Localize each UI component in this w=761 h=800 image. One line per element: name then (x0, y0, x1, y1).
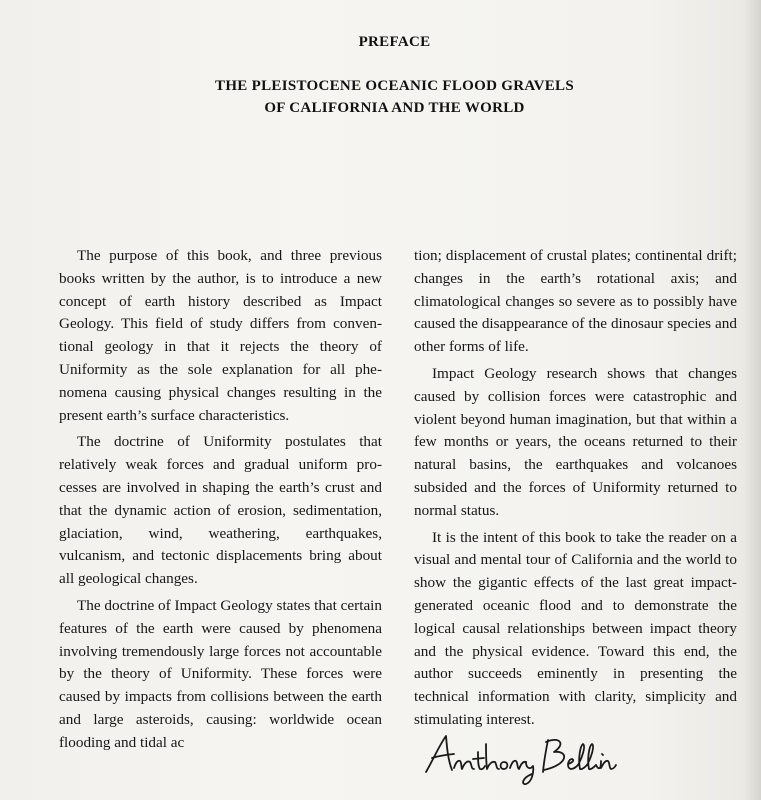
paragraph: The purpose of this book, and three previous books written by the author, is to introduce a new concept of earth history described as Impact Geology. This field of study differs from conventional geology in that it rejects the theory of Uniformity as the sole explanation for all phenomena causing physical changes resulting in the present earth’s surface characteristics. (59, 247, 382, 424)
paragraph: The doctrine of Impact Geology states that certain features of the earth were caused by phenomena involving tremendously large forces not accountable by the theory of Uniformity. These forces were caused by impacts from collisions between the earth and large asteroids, causing: worldwide ocean flooding and tidal ac (59, 596, 382, 751)
paragraph: The doctrine of Uniformity postulates that relatively weak forces and gradual uniform processes are involved in shaping the earth’s crust and that the dynamic action of erosion, sedimentation, glaciation, wind, weathering, earthquakes, vulcanism, and tectonic displacements bring about all geological changes. (59, 433, 382, 588)
page-edge-shadow (743, 0, 761, 800)
left-text-column (59, 245, 382, 755)
preface-heading: PREFACE (358, 34, 431, 50)
paragraph: Impact Geology research shows that changes caused by collision forces were catastrophic and violent beyond human imagination, but that within a few months or years, the oceans returned to their natural basins, the earthquakes and volcanoes subsided and the forces of Uniformity returned to normal status. (414, 364, 737, 519)
title-line-2: OF CALIFORNIA AND THE WORLD (264, 100, 525, 116)
paragraph: It is the intent of this book to take the reader on a visual and mental tour of California and the world to show the gigantic effects of the last great impact-generated oceanic flood and to demonstrate the logical causal relationships between impact theory and the physical evidence. Toward this end, the author succeeds eminently in presenting the technical information with clarity, simplicity and stimulating interest. (414, 528, 737, 728)
right-text-column (414, 245, 737, 732)
title-line-1: THE PLEISTOCENE OCEANIC FLOOD GRAVELS (215, 78, 574, 94)
paragraph-continued: tion; displacement of crustal plates; continental drift; changes in the earth’s rotational axis; and climatological changes so severe as to possibly have caused the disappearance of the dinosaur species and other forms of life. (414, 247, 737, 356)
handwritten-signature (420, 728, 640, 788)
